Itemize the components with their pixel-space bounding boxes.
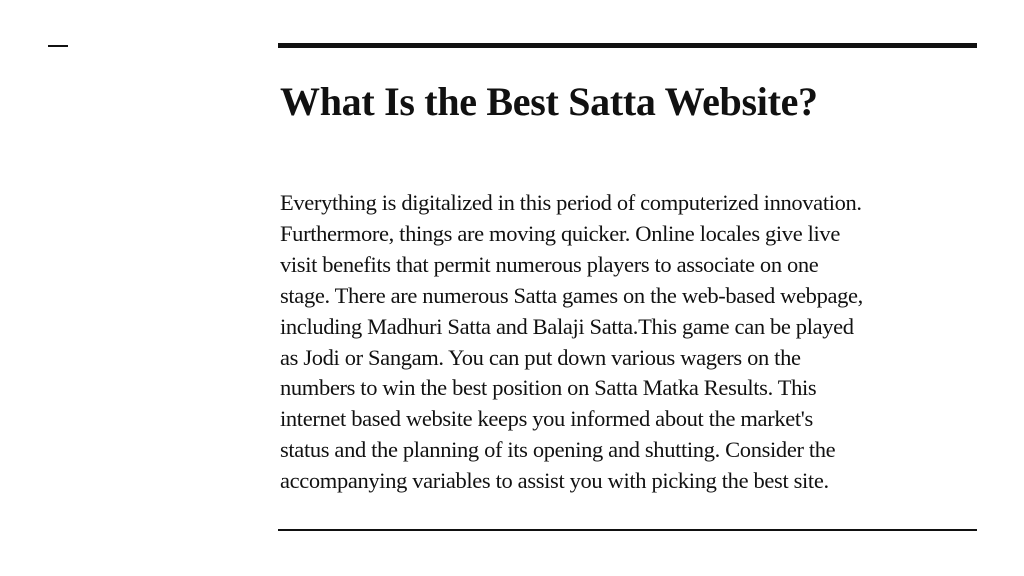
corner-dash-decoration [48, 45, 68, 47]
body-line: including Madhuri Satta and Balaji Satta.This game can be played [280, 313, 854, 339]
body-line: numbers to win the best position on Satta Matka Results. This [280, 375, 817, 401]
body-line: as Jodi or Sangam. You can put down various wagers on the [280, 344, 801, 370]
bottom-divider [278, 529, 977, 531]
top-divider [278, 43, 977, 48]
body-line: stage. There are numerous Satta games on the web-based webpage, [280, 282, 863, 308]
body-line: Furthermore, things are moving quicker. Online locales give live [280, 220, 840, 246]
body-line: Everything is digitalized in this period of computerized innovation. [280, 190, 862, 215]
body-line: status and the planning of its opening and shutting. Consider the [280, 437, 836, 463]
slide-title: What Is the Best Satta Website? [280, 79, 818, 124]
slide-body-text [280, 188, 980, 497]
body-line: internet based website keeps you informed about the market's [280, 406, 813, 432]
body-line: accompanying variables to assist you with picking the best site. [280, 468, 829, 494]
body-line: visit benefits that permit numerous players to associate on one [280, 251, 819, 277]
